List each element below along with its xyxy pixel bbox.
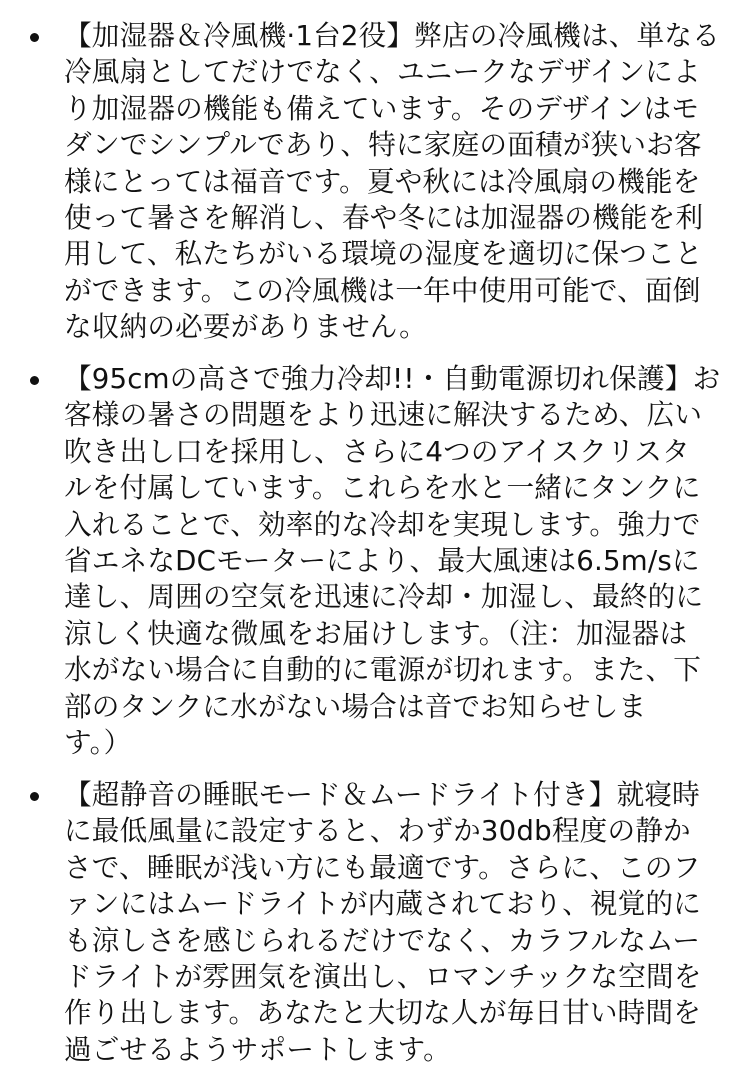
bullet-text-line: 涼しく快適な微風をお届けします。（注：加湿器は bbox=[64, 616, 688, 650]
bullet-text-line: 【超静音の睡眠モード＆ムードライト付き】就寝時 bbox=[64, 778, 700, 811]
bullet-text-line: 客様の暑さの問題をより迅速に解決するため、広い bbox=[64, 398, 703, 432]
bullet-dot-icon bbox=[30, 33, 39, 42]
bullet-text-line: ダンでシンプルであり、特に家庭の面積が狭いお客 bbox=[64, 128, 702, 162]
bullet-text-line: も涼しさを感じられるだけでなく、カラフルなムー bbox=[64, 923, 701, 957]
bullet-text-line: 【加湿器＆冷風機·1台2役】弊店の冷風機は、単なる bbox=[64, 19, 720, 52]
bullet-text-line: に最低風量に設定すると、わずか30db程度の静か bbox=[64, 814, 691, 848]
bullet-text-line: 用して、私たちがいる環境の湿度を適切に保つこと bbox=[64, 237, 703, 271]
bullet-text-line: 冷風扇としてだけでなく、ユニークなデザインによ bbox=[64, 55, 701, 89]
bullet-text-line: 水がない場合に自動的に電源が切れます。また、下 bbox=[64, 653, 702, 687]
bullet-text-line: 【95cmの高さで強力冷却!!・自動電源切れ保護】お bbox=[64, 362, 721, 395]
bullet-text-line: 入れることで、効率的な冷却を実現します。強力で bbox=[64, 507, 701, 541]
bullet-text-line: 作り出します。あなたと大切な人が毎日甘い時間を bbox=[64, 996, 702, 1030]
bullet-text-line: ルを付属しています。これらを水と一緒にタンクに bbox=[64, 471, 701, 505]
bullet-text-line: ができます。この冷風機は一年中使用可能で、面倒 bbox=[64, 273, 701, 307]
bullet-text-line: ァンにはムードライトが内蔵されており、視覚的に bbox=[64, 887, 702, 921]
bullet-dot-icon bbox=[30, 376, 39, 385]
bullet-text-line: 過ごせるようサポートします。 bbox=[64, 1032, 451, 1066]
bullet-text-line: り加湿器の機能も備えています。そのデザインはモ bbox=[64, 91, 700, 125]
bullet-text-line: 部のタンクに水がない場合は音でお知らせしま bbox=[64, 689, 647, 723]
bullet-text-line: す。） bbox=[64, 726, 132, 759]
bullet-text-line: 達し、周囲の空気を迅速に冷却・加湿し、最終的に bbox=[64, 580, 704, 614]
bullet-text-line: 様にとっては福音です。夏や秋には冷風扇の機能を bbox=[64, 164, 701, 198]
bullet-text-line: 使って暑さを解消し、春や冬には加湿器の機能を利 bbox=[64, 201, 704, 234]
bullet-text-line: さで、睡眠が浅い方にも最適です。さらに、このフ bbox=[64, 850, 701, 884]
bullet-dot-icon bbox=[30, 792, 39, 801]
bullet-text-line: 吹き出し口を採用し、さらに4つのアイスクリスタ bbox=[64, 434, 690, 468]
bullet-text-line: ドライトが雰囲気を演出し、ロマンチックな空間を bbox=[64, 960, 702, 993]
bullet-text-line: 省エネなDCモーターにより、最大風速は6.5m/sに bbox=[64, 544, 700, 577]
bullet-text-line: な収納の必要がありません。 bbox=[64, 310, 427, 344]
